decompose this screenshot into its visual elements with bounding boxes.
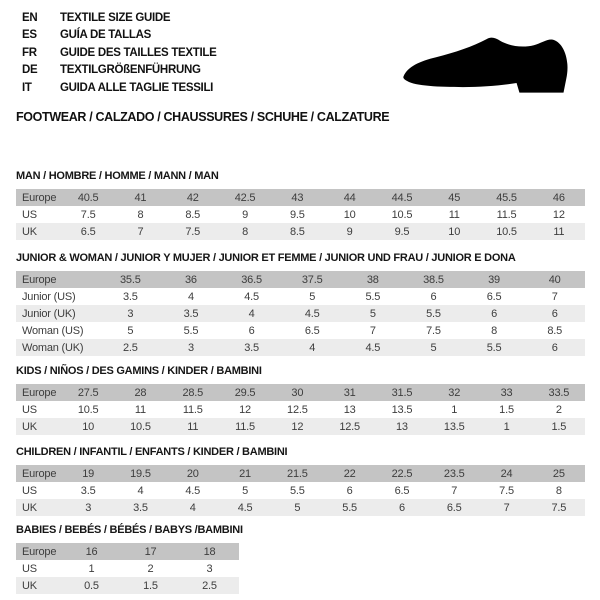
size-cell: 21.5	[287, 467, 308, 480]
size-cell: 45.5	[496, 191, 517, 204]
size-cell: 6	[551, 307, 558, 320]
row-label: UK	[22, 420, 37, 433]
size-cell: 36.5	[241, 273, 262, 286]
size-cell: 1	[503, 420, 510, 433]
language-row-es	[22, 27, 217, 45]
size-cell: 9	[242, 208, 248, 221]
size-cell: 27.5	[77, 386, 99, 399]
size-cell: 13	[343, 403, 356, 416]
size-cell: 19	[82, 467, 95, 480]
size-cell: 12	[552, 208, 565, 221]
size-cell: 18	[203, 545, 216, 558]
size-cell: 45	[448, 191, 461, 204]
size-cell: 6.5	[80, 225, 96, 238]
size-section-junior-woman	[16, 252, 585, 356]
size-cell: 13.5	[391, 403, 413, 416]
size-cell: 6.5	[304, 324, 320, 337]
size-section-babies	[16, 524, 243, 594]
size-table-man	[16, 189, 585, 240]
row-label: Europe	[22, 273, 57, 286]
size-cell: 25	[552, 467, 565, 480]
size-cell: 1.5	[143, 579, 158, 592]
language-code: ES	[22, 29, 37, 42]
table-row	[16, 482, 585, 499]
size-cell: 12	[239, 403, 251, 416]
size-cell: 44	[343, 191, 356, 204]
language-row-en	[22, 9, 217, 27]
size-cell: 12.5	[287, 403, 308, 416]
size-cell: 13	[396, 420, 408, 433]
size-cell: 30	[291, 386, 304, 399]
size-cell: 6.5	[486, 290, 502, 303]
size-cell: 8.5	[547, 324, 563, 337]
size-cell: 7.5	[185, 225, 201, 238]
size-table-children	[16, 465, 585, 516]
size-cell: 8.5	[185, 208, 201, 221]
size-cell: 19.5	[130, 467, 151, 480]
size-cell: 4	[187, 290, 194, 303]
size-cell: 36	[185, 273, 197, 286]
table-row	[16, 305, 585, 322]
size-cell: 4	[137, 484, 144, 497]
language-label: GUIDE DES TAILLES TEXTILE	[60, 46, 217, 59]
size-cell: 40.5	[77, 191, 99, 204]
size-cell: 43	[291, 191, 304, 204]
size-cell: 10.5	[130, 420, 151, 433]
size-cell: 2.5	[122, 341, 138, 354]
size-cell: 3.5	[80, 484, 96, 497]
size-cell: 28	[134, 386, 147, 399]
size-cell: 22	[343, 467, 356, 480]
size-cell: 1	[88, 562, 95, 575]
language-code: EN	[22, 11, 38, 24]
size-cell: 6.5	[446, 501, 462, 514]
size-cell: 3.5	[133, 501, 148, 514]
size-table-babies	[16, 543, 239, 594]
size-cell: 46	[552, 191, 565, 204]
row-label: Europe	[22, 545, 57, 558]
size-cell: 4.5	[185, 484, 201, 497]
size-cell: 8.5	[289, 225, 305, 238]
size-cell: 4	[309, 341, 316, 354]
size-cell: 4	[248, 307, 255, 320]
section-title: BABIES / BEBÉS / BÉBÉS / BABYS /BAMBINI	[16, 524, 243, 536]
size-cell: 32	[448, 386, 461, 399]
row-label: Europe	[22, 386, 57, 399]
size-cell: 3	[127, 307, 134, 320]
table-row	[16, 189, 585, 206]
language-row-de	[22, 62, 217, 80]
size-cell: 41	[134, 191, 147, 204]
row-label: UK	[22, 501, 37, 514]
row-label: UK	[22, 579, 37, 592]
size-cell: 7	[137, 225, 144, 238]
row-label: Woman (UK)	[22, 341, 84, 354]
size-cell: 5	[294, 501, 301, 514]
size-cell: 10	[82, 420, 95, 433]
section-title: KIDS / NIÑOS / DES GAMINS / KINDER / BAMBINI	[16, 365, 262, 377]
size-cell: 3	[206, 562, 213, 575]
size-cell: 4.5	[237, 501, 253, 514]
size-cell: 8	[491, 324, 498, 337]
size-cell: 6	[551, 341, 558, 354]
size-cell: 31.5	[391, 386, 413, 399]
size-section-man	[16, 170, 585, 240]
size-cell: 7.5	[80, 208, 96, 221]
size-cell: 5.5	[183, 324, 199, 337]
size-cell: 2.5	[202, 579, 217, 592]
size-cell: 40	[548, 273, 561, 286]
size-cell: 6	[248, 324, 255, 337]
size-table-junior-woman	[16, 271, 585, 356]
size-cell: 2	[555, 403, 562, 416]
table-row	[16, 339, 585, 356]
size-table-kids	[16, 384, 585, 435]
size-section-children	[16, 446, 585, 516]
size-cell: 5.5	[289, 484, 305, 497]
size-cell: 39	[488, 273, 500, 286]
language-code: FR	[22, 46, 37, 59]
size-cell: 11	[187, 420, 199, 433]
size-cell: 5	[309, 290, 316, 303]
size-cell: 7.5	[426, 324, 441, 337]
size-cell: 4	[189, 501, 196, 514]
size-cell: 7	[451, 484, 458, 497]
size-cell: 10.5	[391, 208, 413, 221]
size-cell: 24	[500, 467, 513, 480]
size-cell: 6	[430, 290, 437, 303]
size-cell: 11.5	[182, 403, 203, 416]
language-row-it	[22, 79, 217, 97]
size-cell: 9	[346, 225, 353, 238]
section-title: CHILDREN / INFANTIL / ENFANTS / KINDER / BAMBINI	[16, 446, 288, 458]
size-cell: 4.5	[365, 341, 381, 354]
table-row	[16, 206, 585, 223]
size-cell: 11	[448, 208, 460, 221]
size-cell: 28.5	[182, 386, 204, 399]
size-cell: 5.5	[342, 501, 357, 514]
size-cell: 6.5	[394, 484, 410, 497]
table-row	[16, 418, 585, 435]
size-cell: 20	[186, 467, 199, 480]
size-cell: 7	[551, 290, 558, 303]
size-cell: 8	[555, 484, 562, 497]
size-cell: 11	[553, 225, 565, 238]
size-cell: 11.5	[496, 208, 517, 221]
size-cell: 21	[239, 467, 251, 480]
section-title: MAN / HOMBRE / HOMME / MANN / MAN	[16, 170, 219, 182]
size-cell: 33	[500, 386, 513, 399]
size-cell: 3.5	[122, 290, 138, 303]
table-row	[16, 499, 585, 516]
size-cell: 7.5	[551, 501, 567, 514]
size-cell: 37.5	[301, 273, 323, 286]
size-cell: 8	[137, 208, 144, 221]
section-title: JUNIOR & WOMAN / JUNIOR Y MUJER / JUNIOR ET FEMME / JUNIOR UND FRAU / JUNIOR E DONA	[16, 252, 516, 264]
language-code: DE	[22, 64, 38, 77]
size-cell: 9.5	[394, 225, 410, 238]
size-cell: 23.5	[443, 467, 465, 480]
size-cell: 3.5	[183, 307, 199, 320]
size-cell: 7.5	[499, 484, 514, 497]
table-row	[16, 288, 585, 305]
size-cell: 1.5	[499, 403, 514, 416]
row-label: Junior (US)	[22, 290, 76, 303]
size-cell: 0.5	[84, 579, 99, 592]
size-cell: 5	[430, 341, 437, 354]
size-cell: 5	[369, 307, 376, 320]
size-cell: 11	[134, 403, 146, 416]
size-cell: 9.5	[289, 208, 305, 221]
language-label: GUÍA DE TALLAS	[60, 29, 151, 42]
size-cell: 6	[491, 307, 498, 320]
size-cell: 3	[85, 501, 92, 514]
size-cell: 29.5	[234, 386, 256, 399]
row-label: Woman (US)	[22, 324, 84, 337]
size-cell: 5.5	[486, 341, 502, 354]
table-row	[16, 384, 585, 401]
size-cell: 1	[451, 403, 458, 416]
size-cell: 5	[127, 324, 134, 337]
size-cell: 33.5	[548, 386, 570, 399]
size-cell: 13.5	[443, 420, 465, 433]
table-row	[16, 465, 585, 482]
size-cell: 44.5	[391, 191, 413, 204]
size-cell: 12.5	[339, 420, 360, 433]
size-cell: 22.5	[391, 467, 413, 480]
size-cell: 10	[448, 225, 461, 238]
language-code: IT	[22, 81, 32, 94]
size-cell: 17	[144, 545, 157, 558]
size-cell: 42	[186, 191, 199, 204]
size-cell: 7	[503, 501, 510, 514]
language-list	[22, 9, 217, 97]
size-cell: 11.5	[235, 420, 255, 433]
size-cell: 4.5	[304, 307, 320, 320]
row-label: Junior (UK)	[22, 307, 76, 320]
size-cell: 16	[85, 545, 98, 558]
language-row-fr	[22, 44, 217, 62]
size-cell: 38	[366, 273, 379, 286]
row-label: US	[22, 403, 37, 416]
row-label: US	[22, 484, 37, 497]
table-row	[16, 560, 239, 577]
language-label: TEXTILGRÖßENFÜHRUNG	[60, 64, 201, 77]
size-cell: 5.5	[426, 307, 441, 320]
size-cell: 31	[343, 386, 356, 399]
size-cell: 38.5	[423, 273, 444, 286]
size-cell: 8	[242, 225, 248, 238]
dress-shoe-icon	[388, 16, 580, 107]
table-row	[16, 543, 239, 560]
size-cell: 7	[369, 324, 376, 337]
size-cell: 6	[398, 501, 405, 514]
size-cell: 42.5	[234, 191, 256, 204]
table-row	[16, 577, 239, 594]
table-row	[16, 322, 585, 339]
size-section-kids	[16, 365, 585, 435]
size-cell: 3.5	[244, 341, 259, 354]
table-row	[16, 271, 585, 288]
table-row	[16, 223, 585, 240]
row-label: Europe	[22, 191, 57, 204]
category-heading: FOOTWEAR / CALZADO / CHAUSSURES / SCHUHE / CALZATURE	[16, 110, 390, 124]
language-label: TEXTILE SIZE GUIDE	[60, 11, 171, 24]
row-label: UK	[22, 225, 37, 238]
size-cell: 2	[147, 562, 154, 575]
row-label: US	[22, 208, 37, 221]
size-cell: 10.5	[77, 403, 99, 416]
size-cell: 10	[343, 208, 356, 221]
size-cell: 1.5	[551, 420, 567, 433]
size-cell: 4.5	[244, 290, 259, 303]
row-label: Europe	[22, 467, 57, 480]
size-cell: 10.5	[496, 225, 517, 238]
language-label: GUIDA ALLE TAGLIE TESSILI	[60, 81, 214, 94]
size-cell: 6	[346, 484, 353, 497]
size-cell: 35.5	[120, 273, 141, 286]
size-cell: 12	[291, 420, 304, 433]
table-row	[16, 401, 585, 418]
row-label: US	[22, 562, 37, 575]
size-cell: 5	[242, 484, 248, 497]
size-cell: 5.5	[365, 290, 381, 303]
size-cell: 3	[187, 341, 194, 354]
